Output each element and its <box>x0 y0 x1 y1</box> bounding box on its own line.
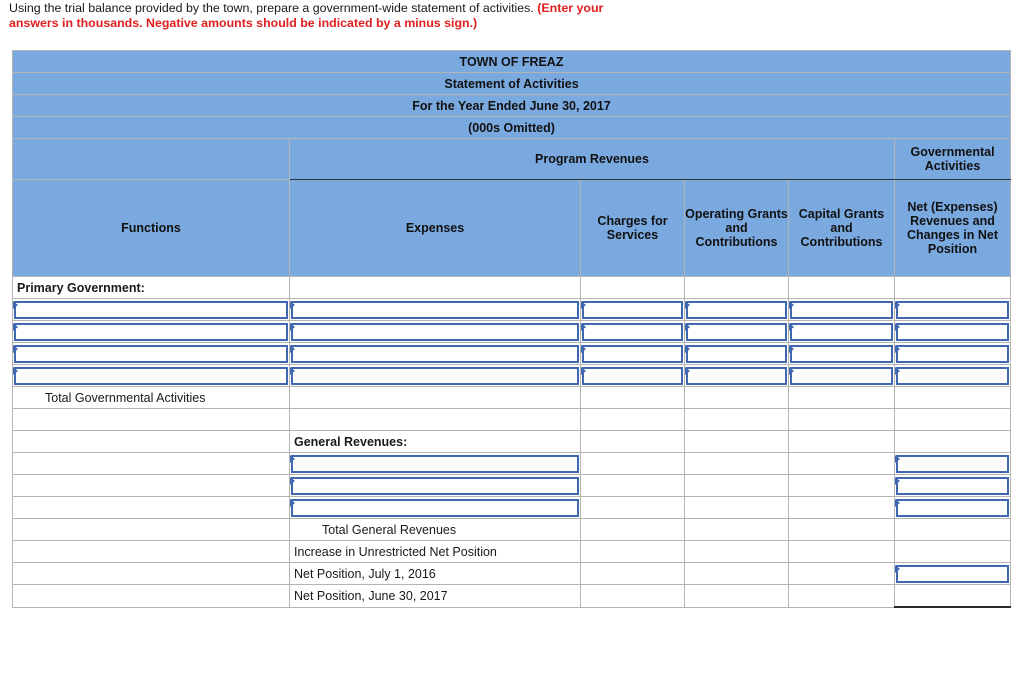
function-row <box>13 299 1011 321</box>
title-period: For the Year Ended June 30, 2017 <box>13 95 1011 117</box>
total-operating-cell[interactable] <box>685 387 789 409</box>
net-position-end-cell[interactable] <box>895 585 1011 608</box>
capital-input[interactable] <box>789 365 895 387</box>
label-net-position-begin: Net Position, July 1, 2016 <box>290 563 581 585</box>
function-input[interactable] <box>13 299 290 321</box>
net-input[interactable] <box>895 343 1011 365</box>
capital-input[interactable] <box>789 299 895 321</box>
total-charges-cell[interactable] <box>581 387 685 409</box>
statement-of-activities-table <box>12 50 1011 608</box>
net-input[interactable] <box>895 299 1011 321</box>
header-charges: Charges for Services <box>581 180 685 277</box>
charges-input[interactable] <box>581 299 685 321</box>
general-revenue-row <box>13 497 1011 519</box>
charges-input[interactable] <box>581 365 685 387</box>
expenses-input[interactable] <box>290 365 581 387</box>
function-input[interactable] <box>13 343 290 365</box>
label-primary-government: Primary Government: <box>13 277 290 299</box>
expenses-input[interactable] <box>290 321 581 343</box>
label-general-revenues: General Revenues: <box>290 431 581 453</box>
function-input[interactable] <box>13 321 290 343</box>
function-row <box>13 321 1011 343</box>
capital-input[interactable] <box>789 321 895 343</box>
charges-input[interactable] <box>581 321 685 343</box>
expenses-input[interactable] <box>290 299 581 321</box>
general-revenue-row <box>13 453 1011 475</box>
general-revenue-name-input[interactable] <box>290 497 581 519</box>
label-total-general-revenues: Total General Revenues <box>290 519 581 541</box>
title-town: TOWN OF FREAZ <box>13 51 1011 73</box>
net-input[interactable] <box>895 365 1011 387</box>
total-net-cell[interactable] <box>895 387 1011 409</box>
header-net: Net (Expenses) Revenues and Changes in Net Position <box>895 180 1011 277</box>
operating-input[interactable] <box>685 321 789 343</box>
instructions-text: Using the trial balance provided by the town, prepare a government-wide statement of activities. <box>9 1 534 15</box>
total-expenses-cell[interactable] <box>290 387 581 409</box>
net-position-begin-input[interactable] <box>895 563 1011 585</box>
label-net-position-end: Net Position, June 30, 2017 <box>290 585 581 608</box>
header-governmental-activities: Governmental Activities <box>895 139 1011 180</box>
instructions <box>9 1 649 31</box>
function-row <box>13 343 1011 365</box>
total-capital-cell[interactable] <box>789 387 895 409</box>
general-revenue-amount-input[interactable] <box>895 453 1011 475</box>
title-statement: Statement of Activities <box>13 73 1011 95</box>
label-increase-unrestricted: Increase in Unrestricted Net Position <box>290 541 581 563</box>
header-functions: Functions <box>13 180 290 277</box>
general-revenue-amount-input[interactable] <box>895 475 1011 497</box>
operating-input[interactable] <box>685 299 789 321</box>
total-general-revenues-cell[interactable] <box>895 519 1011 541</box>
expenses-input[interactable] <box>290 343 581 365</box>
header-expenses: Expenses <box>290 180 581 277</box>
title-omitted: (000s Omitted) <box>13 117 1011 139</box>
header-program-revenues: Program Revenues <box>290 139 895 180</box>
label-total-governmental: Total Governmental Activities <box>13 387 290 409</box>
general-revenue-row <box>13 475 1011 497</box>
general-revenue-name-input[interactable] <box>290 475 581 497</box>
header-capital: Capital Grants and Contributions <box>789 180 895 277</box>
function-input[interactable] <box>13 365 290 387</box>
instructions-emphasis: (Enter your answers in thousands. Negative amounts should be indicated by a minus sign.) <box>9 1 604 30</box>
operating-input[interactable] <box>685 365 789 387</box>
function-row <box>13 365 1011 387</box>
header-operating: Operating Grants and Contributions <box>685 180 789 277</box>
general-revenue-amount-input[interactable] <box>895 497 1011 519</box>
charges-input[interactable] <box>581 343 685 365</box>
capital-input[interactable] <box>789 343 895 365</box>
general-revenue-name-input[interactable] <box>290 453 581 475</box>
operating-input[interactable] <box>685 343 789 365</box>
increase-unrestricted-cell[interactable] <box>895 541 1011 563</box>
net-input[interactable] <box>895 321 1011 343</box>
